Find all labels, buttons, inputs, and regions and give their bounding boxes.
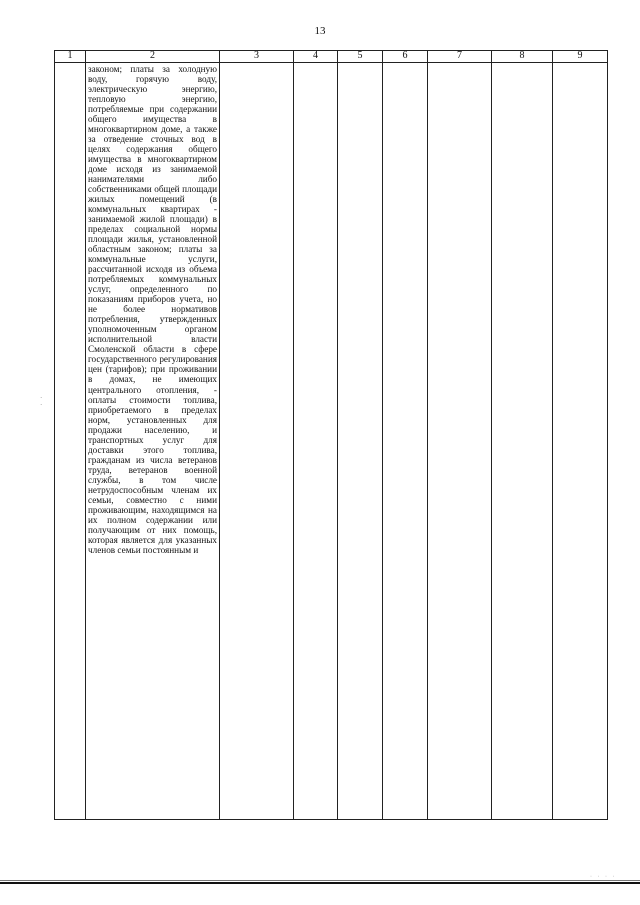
cell-col-5 bbox=[338, 63, 383, 820]
table-row bbox=[55, 63, 608, 820]
column-header-2: 2 bbox=[86, 51, 220, 63]
header-row bbox=[55, 51, 608, 63]
scan-corner-mark: · · · · bbox=[590, 874, 617, 880]
column-header-6: 6 bbox=[383, 51, 428, 63]
cell-col-7 bbox=[428, 63, 492, 820]
column-header-4: 4 bbox=[294, 51, 338, 63]
benefits-table bbox=[54, 50, 608, 820]
cell-col-2 bbox=[86, 63, 220, 820]
column-header-3: 3 bbox=[220, 51, 294, 63]
column-header-8: 8 bbox=[492, 51, 553, 63]
cell-col-1 bbox=[55, 63, 86, 820]
scan-bottom-rule bbox=[0, 882, 640, 884]
cell-col-4 bbox=[294, 63, 338, 820]
scan-margin-dots: · · bbox=[40, 394, 43, 409]
column-header-5: 5 bbox=[338, 51, 383, 63]
cell-col-8 bbox=[492, 63, 553, 820]
cell-col-9 bbox=[553, 63, 608, 820]
cell-col-3 bbox=[220, 63, 294, 820]
column-header-7: 7 bbox=[428, 51, 492, 63]
column-header-1: 1 bbox=[55, 51, 86, 63]
scan-bottom-rule-light bbox=[0, 880, 640, 881]
cell-col-6 bbox=[383, 63, 428, 820]
cell-body-text: законом; платы за холодную воду, горячую воду, электрическую энергию, тепловую энергию, потребляемые при содержании общего имущества в многоквартирном доме, а также за отведение сточных вод в целях содержания общего имущества в многоквартирном доме исходя из занимаемой нанимателями либо собственниками общей площади жилых помещений (в коммунальных квартирах - занимаемой жилой площади) в пределах социальной нормы площади жилья, установленной областным законом; платы за коммунальные услуги, рассчитанной исходя из объема потребляемых коммунальных услуг, определенного по показаниям приборов учета, но не более нормативов потребления, утвержденных уполномоченным органом исполнительной власти Смоленской области в сфере государственного регулирования цен (тарифов); при проживании в домах, не имеющих центрального отопления, - оплаты стоимости топлива, приобретаемого в пределах норм, установленных для продажи населению, и транспортных услуг для доставки этого топлива, гражданам из числа ветеранов труда, ветеранов военной службы, в том числе нетрудоспособным членам их семьи, совместно с ними проживающим, находящимся на их полном содержании или получающим от них помощь, которая является для указанных членов семьи постоянным и bbox=[88, 64, 217, 555]
page-number: 13 bbox=[314, 25, 326, 37]
column-header-9: 9 bbox=[553, 51, 608, 63]
